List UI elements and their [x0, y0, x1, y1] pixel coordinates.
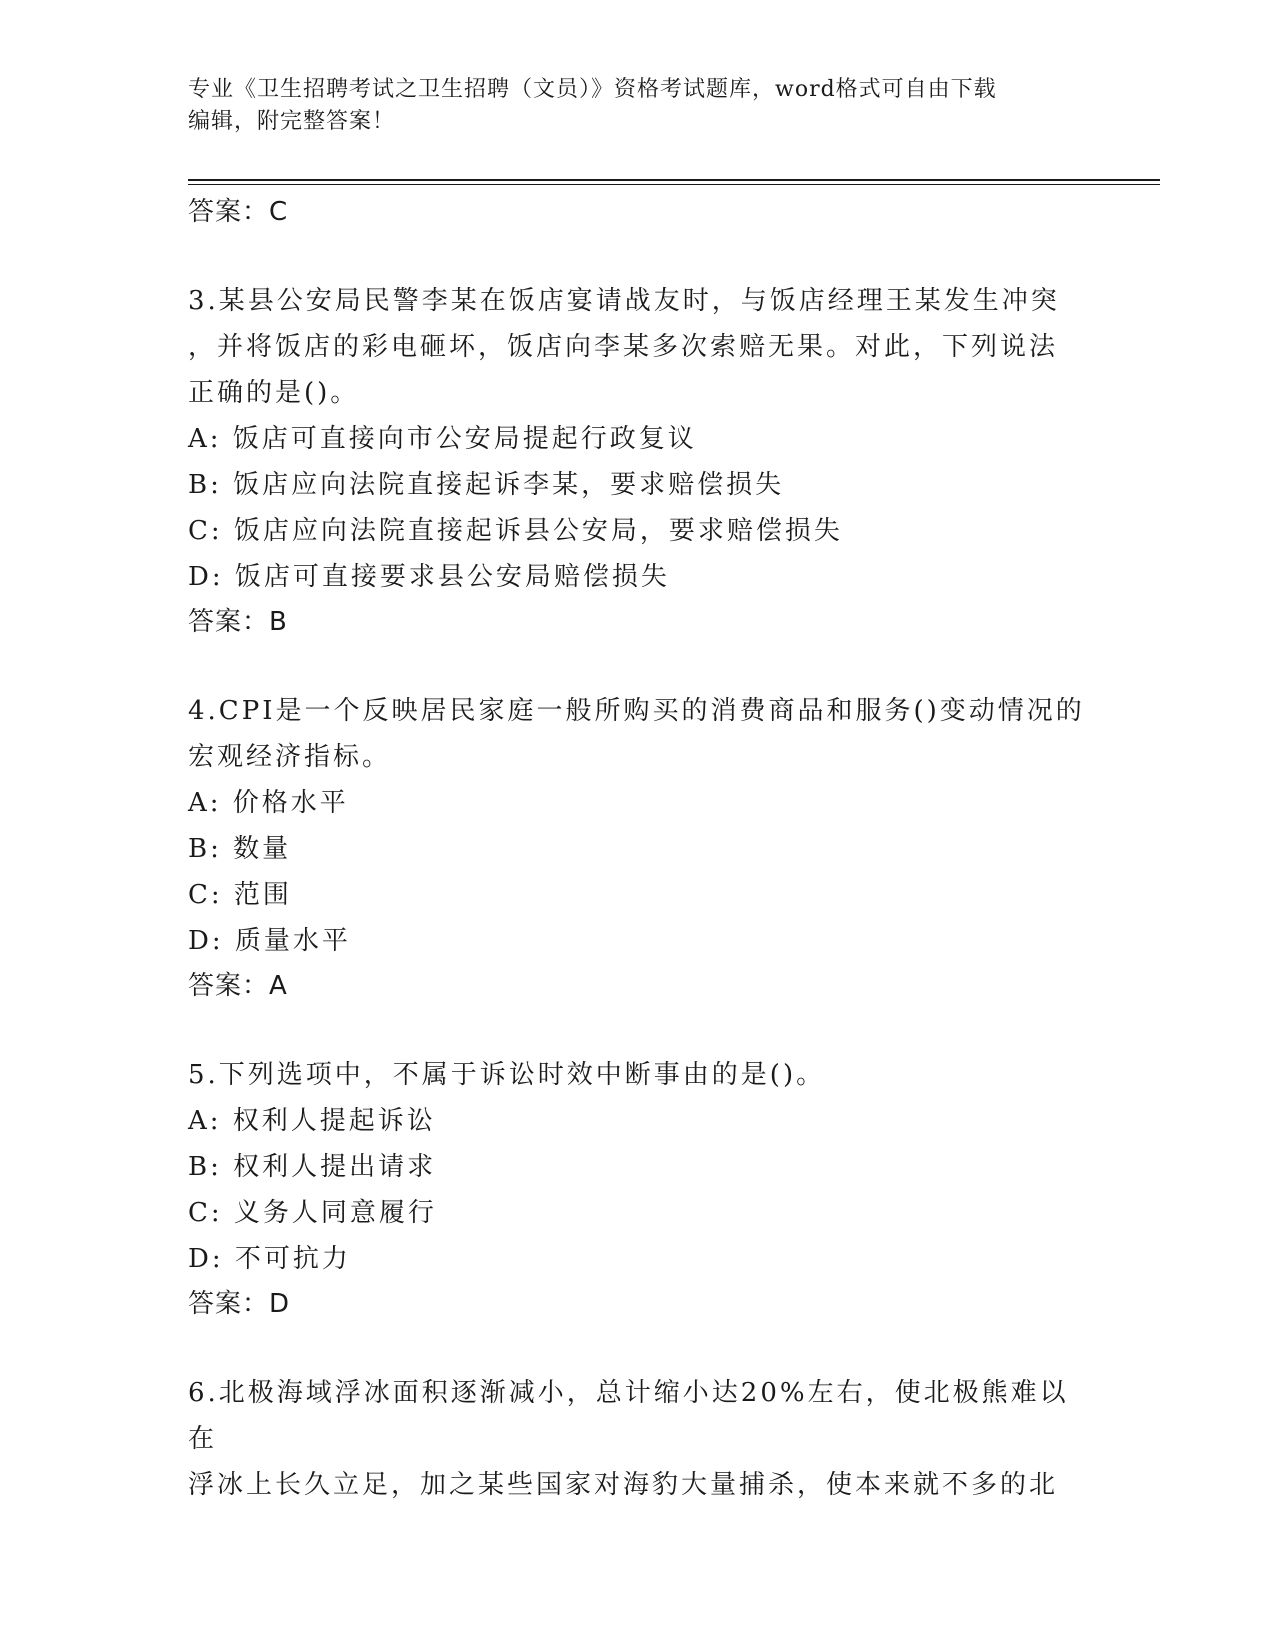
question-line: 5.下列选项中，不属于诉讼时效中断事由的是()。 [188, 1060, 826, 1090]
header-rule-thick [188, 179, 1160, 181]
question-3 [188, 278, 1088, 644]
option-c: C: 饭店应向法院直接起诉县公安局，要求赔偿损失 [188, 516, 843, 546]
question-6 [188, 1370, 1088, 1508]
question-text [188, 688, 1088, 780]
question-line: 3.某县公安局民警李某在饭店宴请战友时，与饭店经理王某发生冲突 [188, 286, 1060, 316]
question-text [188, 1052, 1088, 1098]
option-b: B: 饭店应向法院直接起诉李某，要求赔偿损失 [188, 470, 785, 500]
question-line: 6.北极海域浮冰面积逐渐减小，总计缩小达20%左右，使北极熊难以在 [188, 1378, 1069, 1454]
option-d: D: 质量水平 [188, 926, 351, 956]
option-d: D: 不可抗力 [188, 1244, 351, 1274]
answer-line: 答案：B [188, 607, 288, 637]
question-4 [188, 688, 1088, 1008]
question-5 [188, 1052, 1088, 1326]
option-c: C: 义务人同意履行 [188, 1198, 437, 1228]
question-line: 正确的是()。 [188, 378, 360, 408]
document-body [188, 190, 1088, 1508]
option-a: A: 权利人提起诉讼 [188, 1106, 436, 1136]
question-line: 宏观经济指标。 [188, 742, 392, 772]
header-rule-thin [188, 184, 1160, 185]
header-line-2: 编辑，附完整答案！ [188, 109, 396, 134]
answer-line: 答案：C [188, 197, 289, 227]
option-a: A: 饭店可直接向市公安局提起行政复议 [188, 424, 697, 454]
document-header [188, 74, 1088, 138]
question-text [188, 278, 1088, 416]
question-line: ，并将饭店的彩电砸坏，饭店向李某多次索赔无果。对此，下列说法 [188, 332, 1059, 362]
option-a: A: 价格水平 [188, 788, 349, 818]
answer-line: 答案：A [188, 971, 288, 1001]
question-line: 4.CPI是一个反映居民家庭一般所购买的消费商品和服务()变动情况的 [188, 696, 1085, 726]
question-text [188, 1370, 1088, 1508]
answer-line: 答案：D [188, 1289, 291, 1319]
option-c: C: 范围 [188, 880, 292, 910]
option-b: B: 数量 [188, 834, 292, 864]
header-line-1: 专业《卫生招聘考试之卫生招聘（文员）》资格考试题库，word格式可自由下载 [188, 77, 997, 102]
option-d: D: 饭店可直接要求县公安局赔偿损失 [188, 562, 670, 592]
option-b: B: 权利人提出请求 [188, 1152, 437, 1182]
question-line: 浮冰上长久立足，加之某些国家对海豹大量捕杀，使本来就不多的北 [188, 1470, 1059, 1500]
